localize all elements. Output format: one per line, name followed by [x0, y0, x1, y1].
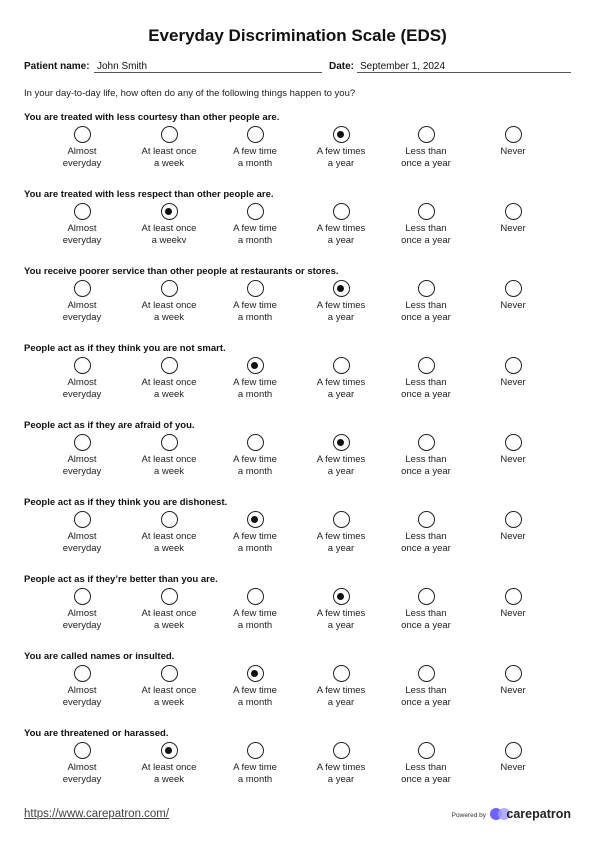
radio-button[interactable] [418, 280, 435, 297]
radio-button[interactable] [333, 203, 350, 220]
question-block [0, 343, 595, 420]
radio-button[interactable] [74, 280, 91, 297]
option-label-line1: At least once [141, 685, 197, 696]
website-link[interactable]: https://www.carepatron.com/ [24, 808, 170, 820]
option-label-line1: A few time [233, 300, 277, 311]
option-label-line1: Never [500, 531, 526, 542]
option-label-line2: a weekv [151, 235, 187, 246]
answer-option[interactable] [468, 357, 558, 389]
option-label [210, 531, 300, 555]
option-label-line1: A few times [316, 531, 366, 542]
answer-option[interactable] [468, 434, 558, 466]
answer-option[interactable] [296, 665, 386, 709]
option-label-line1: Never [500, 454, 526, 465]
option-label [468, 377, 558, 389]
option-label-line2: everyday [62, 543, 102, 554]
option-label [381, 146, 471, 170]
option-label-line1: A few times [316, 685, 366, 696]
answer-option[interactable] [124, 126, 214, 170]
question-text: You receive poorer service than other people at restaurants or stores. [24, 266, 339, 277]
option-label-line1: At least once [141, 223, 197, 234]
question-block [0, 266, 595, 343]
option-label [124, 300, 214, 324]
radio-button[interactable] [161, 434, 178, 451]
radio-button[interactable] [74, 126, 91, 143]
option-label-line1: A few time [233, 531, 277, 542]
option-label [124, 223, 214, 247]
question-block [0, 574, 595, 651]
radio-button[interactable] [505, 742, 522, 759]
option-label [124, 762, 214, 786]
option-label-line1: A few times [316, 146, 366, 157]
radio-button[interactable] [74, 665, 91, 682]
option-label [37, 300, 127, 324]
radio-button[interactable] [161, 665, 178, 682]
answer-option[interactable] [124, 280, 214, 324]
option-label [296, 531, 386, 555]
radio-button-selected[interactable] [247, 511, 264, 528]
option-label [124, 454, 214, 478]
option-label-line1: A few times [316, 608, 366, 619]
radio-button-selected[interactable] [333, 126, 350, 143]
carepatron-logo-text: carepatron [506, 807, 571, 821]
footer [24, 806, 571, 824]
option-label-line1: Almost [67, 454, 97, 465]
option-label-line2: once a year [401, 235, 451, 246]
radio-button[interactable] [333, 357, 350, 374]
radio-button-selected[interactable] [247, 357, 264, 374]
answer-option[interactable] [381, 511, 471, 555]
answer-option[interactable] [124, 434, 214, 478]
option-label [381, 223, 471, 247]
answer-option[interactable] [210, 742, 300, 786]
radio-button[interactable] [505, 434, 522, 451]
date-field[interactable]: September 1, 2024 [357, 61, 571, 73]
option-label [381, 531, 471, 555]
option-label-line2: everyday [62, 235, 102, 246]
option-label-line1: Almost [67, 762, 97, 773]
option-label-line2: a week [153, 543, 185, 554]
radio-button[interactable] [74, 588, 91, 605]
option-label-line2: a week [153, 389, 185, 400]
intro-text: In your day-to-day life, how often do any of the following things happen to you? [24, 88, 356, 99]
option-label-line1: Less than [405, 146, 447, 157]
answer-option[interactable] [210, 280, 300, 324]
radio-button[interactable] [74, 511, 91, 528]
radio-button[interactable] [74, 203, 91, 220]
option-label-line1: Less than [405, 377, 447, 388]
radio-button-selected[interactable] [333, 434, 350, 451]
option-label-line1: A few times [316, 762, 366, 773]
option-label-line2: a month [237, 543, 273, 554]
option-label [124, 146, 214, 170]
answer-option[interactable] [296, 126, 386, 170]
radio-button[interactable] [505, 511, 522, 528]
radio-button[interactable] [418, 588, 435, 605]
radio-button[interactable] [333, 665, 350, 682]
option-label-line1: At least once [141, 531, 197, 542]
answer-option[interactable] [381, 203, 471, 247]
option-label-line1: Less than [405, 608, 447, 619]
option-label-line1: Less than [405, 685, 447, 696]
option-label-line2: once a year [401, 389, 451, 400]
radio-button[interactable] [418, 434, 435, 451]
question-block [0, 189, 595, 266]
option-label-line2: a year [327, 235, 355, 246]
option-label-line2: a year [327, 389, 355, 400]
option-label-line2: a year [327, 620, 355, 631]
radio-button[interactable] [247, 280, 264, 297]
option-label-line1: Almost [67, 685, 97, 696]
option-label-line2: everyday [62, 389, 102, 400]
option-label-line2: a week [153, 774, 185, 785]
option-label-line1: Almost [67, 531, 97, 542]
option-label [468, 454, 558, 466]
option-label-line1: A few times [316, 300, 366, 311]
option-label-line2: once a year [401, 312, 451, 323]
answer-option[interactable] [381, 588, 471, 632]
option-label-line2: once a year [401, 158, 451, 169]
radio-button[interactable] [333, 511, 350, 528]
patient-name-label: Patient name: [24, 61, 90, 72]
answer-option[interactable] [124, 511, 214, 555]
option-label-line2: a month [237, 774, 273, 785]
option-label [124, 685, 214, 709]
option-label-line2: a month [237, 158, 273, 169]
option-label-line1: At least once [141, 300, 197, 311]
option-label-line1: A few time [233, 146, 277, 157]
option-label [37, 454, 127, 478]
radio-button[interactable] [74, 742, 91, 759]
answer-option[interactable] [381, 126, 471, 170]
answer-option[interactable] [468, 742, 558, 774]
answer-option[interactable] [210, 665, 300, 709]
radio-button[interactable] [74, 357, 91, 374]
option-label-line2: everyday [62, 620, 102, 631]
radio-button[interactable] [247, 203, 264, 220]
answer-option[interactable] [468, 126, 558, 158]
answer-option[interactable] [381, 280, 471, 324]
option-label-line1: At least once [141, 454, 197, 465]
answer-option[interactable] [210, 511, 300, 555]
option-label-line1: Almost [67, 146, 97, 157]
option-label [296, 608, 386, 632]
radio-button[interactable] [505, 126, 522, 143]
option-label [296, 685, 386, 709]
radio-button[interactable] [333, 742, 350, 759]
option-label-line2: a month [237, 697, 273, 708]
option-label-line2: a month [237, 466, 273, 477]
radio-button[interactable] [161, 357, 178, 374]
answer-option[interactable] [37, 434, 127, 478]
option-label [468, 300, 558, 312]
question-text: You are called names or insulted. [24, 651, 175, 662]
option-label [381, 685, 471, 709]
question-block [0, 728, 595, 805]
answer-option[interactable] [296, 588, 386, 632]
option-label [124, 531, 214, 555]
option-label-line2: a month [237, 235, 273, 246]
radio-button[interactable] [505, 357, 522, 374]
option-label-line2: everyday [62, 312, 102, 323]
answer-option[interactable] [296, 511, 386, 555]
answer-option[interactable] [37, 126, 127, 170]
option-label [37, 685, 127, 709]
option-label-line1: A few time [233, 454, 277, 465]
header-fields [24, 61, 571, 75]
option-label [210, 685, 300, 709]
question-text: You are treated with less courtesy than other people are. [24, 112, 280, 123]
answer-option[interactable] [124, 588, 214, 632]
option-label-line1: A few time [233, 223, 277, 234]
answer-option[interactable] [124, 665, 214, 709]
answer-option[interactable] [37, 742, 127, 786]
option-label-line2: a year [327, 466, 355, 477]
option-label-line1: Never [500, 146, 526, 157]
option-label-line1: Never [500, 762, 526, 773]
option-label-line2: a week [153, 466, 185, 477]
option-label-line2: a year [327, 543, 355, 554]
option-label-line2: everyday [62, 466, 102, 477]
option-label-line1: A few times [316, 223, 366, 234]
question-text: People act as if they are afraid of you. [24, 420, 195, 431]
option-label-line1: A few time [233, 762, 277, 773]
answer-option[interactable] [37, 280, 127, 324]
radio-button[interactable] [161, 126, 178, 143]
radio-button[interactable] [418, 511, 435, 528]
answer-option[interactable] [381, 665, 471, 709]
option-label-line1: Less than [405, 300, 447, 311]
option-label [381, 377, 471, 401]
option-label-line1: At least once [141, 146, 197, 157]
radio-button-selected[interactable] [247, 665, 264, 682]
option-label [210, 454, 300, 478]
option-label [381, 608, 471, 632]
option-label-line2: once a year [401, 774, 451, 785]
answer-option[interactable] [124, 203, 214, 247]
option-label-line1: At least once [141, 377, 197, 388]
option-label [37, 762, 127, 786]
answer-option[interactable] [468, 665, 558, 697]
option-label-line2: a week [153, 312, 185, 323]
radio-button[interactable] [418, 203, 435, 220]
answer-option[interactable] [210, 434, 300, 478]
option-label [37, 608, 127, 632]
option-label-line1: Less than [405, 223, 447, 234]
answer-option[interactable] [468, 203, 558, 235]
option-label-line1: A few time [233, 608, 277, 619]
answer-option[interactable] [210, 588, 300, 632]
option-label-line2: everyday [62, 697, 102, 708]
answer-option[interactable] [37, 588, 127, 632]
option-label-line2: a year [327, 774, 355, 785]
answer-option[interactable] [296, 203, 386, 247]
option-label [210, 762, 300, 786]
option-label [124, 377, 214, 401]
option-label [296, 454, 386, 478]
question-text: People act as if they think you are dishonest. [24, 497, 228, 508]
radio-button-selected[interactable] [333, 280, 350, 297]
radio-button[interactable] [74, 434, 91, 451]
question-block [0, 112, 595, 189]
option-label [210, 377, 300, 401]
option-label-line1: Less than [405, 531, 447, 542]
option-label [381, 454, 471, 478]
option-label [210, 146, 300, 170]
question-block [0, 651, 595, 728]
powered-by-text: Powered by [451, 812, 486, 819]
option-label-line1: Almost [67, 223, 97, 234]
option-label [296, 377, 386, 401]
option-label-line2: a year [327, 697, 355, 708]
option-label [468, 608, 558, 620]
radio-button[interactable] [247, 434, 264, 451]
option-label-line1: Almost [67, 300, 97, 311]
answer-option[interactable] [37, 357, 127, 401]
document-title: Everyday Discrimination Scale (EDS) [148, 26, 447, 45]
answer-option[interactable] [296, 357, 386, 401]
radio-button[interactable] [418, 126, 435, 143]
radio-button[interactable] [247, 742, 264, 759]
question-text: You are threatened or harassed. [24, 728, 169, 739]
radio-button[interactable] [505, 665, 522, 682]
option-label-line1: Never [500, 608, 526, 619]
radio-button[interactable] [418, 665, 435, 682]
option-label-line2: a month [237, 620, 273, 631]
patient-name-field[interactable]: John Smith [94, 61, 322, 73]
option-label [210, 300, 300, 324]
option-label-line1: Less than [405, 762, 447, 773]
answer-option[interactable] [468, 588, 558, 620]
radio-button-selected[interactable] [333, 588, 350, 605]
option-label-line2: a year [327, 158, 355, 169]
answer-option[interactable] [381, 742, 471, 786]
option-label-line1: Never [500, 300, 526, 311]
radio-button[interactable] [161, 588, 178, 605]
option-label [381, 762, 471, 786]
option-label-line1: Less than [405, 454, 447, 465]
option-label [37, 377, 127, 401]
answer-option[interactable] [381, 434, 471, 478]
answer-option[interactable] [210, 357, 300, 401]
option-label-line1: A few times [316, 377, 366, 388]
radio-button-selected[interactable] [161, 742, 178, 759]
question-text: People act as if they’re better than you are. [24, 574, 218, 585]
answer-option[interactable] [468, 280, 558, 312]
option-label [468, 531, 558, 543]
option-label-line2: a month [237, 389, 273, 400]
radio-button[interactable] [418, 742, 435, 759]
option-label [296, 223, 386, 247]
question-block [0, 420, 595, 497]
answer-option[interactable] [37, 665, 127, 709]
option-label [37, 531, 127, 555]
option-label [468, 762, 558, 774]
radio-button-selected[interactable] [161, 203, 178, 220]
option-label [468, 223, 558, 235]
option-label-line2: once a year [401, 543, 451, 554]
answer-option[interactable] [210, 126, 300, 170]
answer-option[interactable] [296, 742, 386, 786]
option-label-line1: A few times [316, 454, 366, 465]
answer-option[interactable] [296, 434, 386, 478]
radio-button[interactable] [247, 588, 264, 605]
option-label-line1: A few time [233, 377, 277, 388]
option-label-line1: Never [500, 377, 526, 388]
option-label [468, 685, 558, 697]
option-label [210, 223, 300, 247]
option-label [210, 608, 300, 632]
radio-button[interactable] [505, 588, 522, 605]
option-label-line2: a week [153, 158, 185, 169]
option-label [124, 608, 214, 632]
answer-option[interactable] [124, 357, 214, 401]
answer-option[interactable] [124, 742, 214, 786]
option-label-line2: everyday [62, 774, 102, 785]
option-label-line2: once a year [401, 466, 451, 477]
question-block [0, 497, 595, 574]
option-label [381, 300, 471, 324]
answer-option[interactable] [468, 511, 558, 543]
option-label-line1: At least once [141, 608, 197, 619]
question-text: People act as if they think you are not smart. [24, 343, 226, 354]
answer-option[interactable] [210, 203, 300, 247]
option-label-line2: a year [327, 312, 355, 323]
option-label-line1: Almost [67, 608, 97, 619]
option-label-line1: A few time [233, 685, 277, 696]
option-label-line2: a month [237, 312, 273, 323]
radio-button[interactable] [161, 511, 178, 528]
option-label-line1: Never [500, 223, 526, 234]
answer-option[interactable] [37, 203, 127, 247]
radio-button[interactable] [161, 280, 178, 297]
radio-button[interactable] [505, 280, 522, 297]
question-text: You are treated with less respect than other people are. [24, 189, 274, 200]
option-label-line2: once a year [401, 697, 451, 708]
option-label-line2: a week [153, 620, 185, 631]
option-label [296, 300, 386, 324]
radio-button[interactable] [247, 126, 264, 143]
option-label-line2: a week [153, 697, 185, 708]
option-label-line1: Almost [67, 377, 97, 388]
answer-option[interactable] [37, 511, 127, 555]
option-label [296, 146, 386, 170]
option-label-line1: Never [500, 685, 526, 696]
option-label-line1: At least once [141, 762, 197, 773]
answer-option[interactable] [381, 357, 471, 401]
option-label [37, 223, 127, 247]
option-label [296, 762, 386, 786]
option-label [37, 146, 127, 170]
answer-option[interactable] [296, 280, 386, 324]
date-label: Date: [329, 61, 355, 72]
radio-button[interactable] [418, 357, 435, 374]
option-label [468, 146, 558, 158]
option-label-line2: once a year [401, 620, 451, 631]
radio-button[interactable] [505, 203, 522, 220]
option-label-line2: everyday [62, 158, 102, 169]
